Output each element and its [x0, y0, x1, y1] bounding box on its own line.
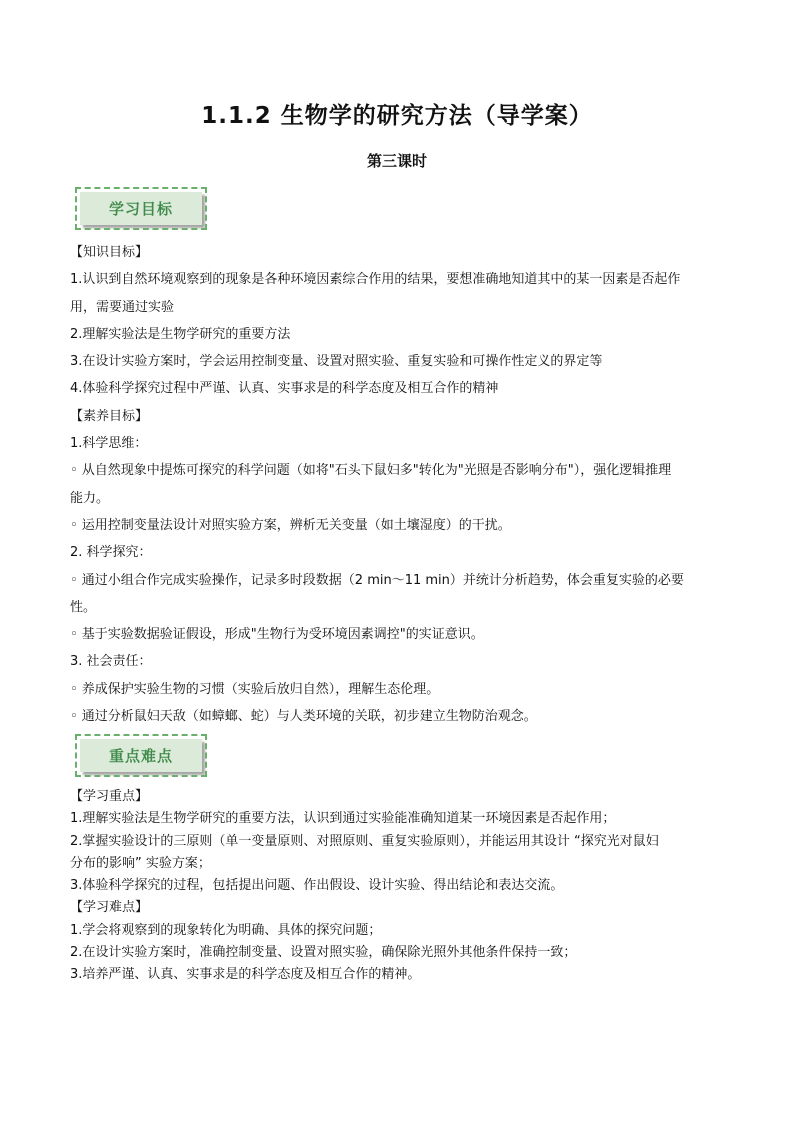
text-line: 3. 社会责任： — [70, 654, 152, 670]
section-badge-learning-goals — [80, 192, 202, 225]
text-line: 能力。 — [70, 490, 110, 506]
key-points-section — [70, 786, 730, 987]
section-badge-label: 重点难点 — [108, 747, 173, 765]
text-line: 3.体验科学探究的过程，包括提出问题、作出假设、设计实验、得出结论和表达交流。 — [70, 878, 564, 894]
text-line: 2. 科学探究： — [70, 545, 152, 561]
text-line: 【素养目标】 — [70, 408, 149, 424]
text-line: 【学习难点】 — [70, 900, 149, 916]
text-line: 2.理解实验法是生物学研究的重要方法 — [70, 326, 291, 342]
text-line: 2.在设计实验方案时，准确控制变量、设置对照实验，确保除光照外其他条件保持一致； — [70, 945, 577, 961]
text-line: 1.认识到自然环境观察到的现象是各种环境因素综合作用的结果，要想准确地知道其中的某一因素是否起作 — [70, 272, 681, 288]
text-line: 3.培养严谨、认真、实事求是的科学态度及相互合作的精神。 — [70, 967, 421, 983]
text-line: 性。 — [70, 599, 97, 615]
text-line: ◦ 从自然现象中提炼可探究的科学问题（如将"石头下鼠妇多"转化为"光照是否影响分布"），强化逻辑推理 — [70, 463, 672, 479]
text-line: 分布的影响” 实验方案； — [70, 855, 211, 871]
text-line: 【知识目标】 — [70, 245, 149, 260]
text-line: ◦ 通过分析鼠妇天敌（如蟑螂、蛇）与人类环境的关联，初步建立生物防治观念。 — [70, 709, 537, 725]
text-line: 4.体验科学探究过程中严谨、认真、实事求是的科学态度及相互合作的精神 — [70, 381, 499, 397]
page-subtitle: 第三课时 — [366, 152, 427, 170]
learning-goals-section — [70, 239, 730, 730]
text-line: 1.学会将观察到的现象转化为明确、具体的探究问题； — [70, 922, 382, 938]
text-line: ◦ 养成保护实验生物的习惯（实验后放归自然），理解生态伦理。 — [70, 681, 440, 697]
section-badge-key-points — [80, 739, 202, 772]
text-line: 【学习重点】 — [70, 789, 149, 804]
text-line: 2.掌握实验设计的三原则（单一变量原则、对照原则、重复实验原则），并能运用其设计 “探究光对鼠妇 — [70, 833, 659, 849]
text-line: 1.理解实验法是生物学研究的重要方法，认识到通过实验能准确知道某一环境因素是否起作用； — [70, 811, 616, 827]
section-badge-label: 学习目标 — [108, 200, 173, 218]
text-line: ◦ 基于实验数据验证假设，形成"生物行为受环境因素调控"的实证意识。 — [70, 627, 484, 643]
text-line: 3.在设计实验方案时，学会运用控制变量、设置对照实验、重复实验和可操作性定义的界定等 — [70, 354, 603, 370]
text-line: 1.科学思维： — [70, 436, 148, 452]
text-line: ◦ 运用控制变量法设计对照实验方案，辨析无关变量（如土壤湿度）的干扰。 — [70, 517, 511, 533]
text-line: ◦ 通过小组合作完成实验操作，记录多时段数据（2 min～11 min）并统计分析趋势，体会重复实验的必要 — [70, 572, 684, 588]
page-title: 1.1.2 生物学的研究方法（导学案） — [201, 103, 593, 129]
text-line: 用，需要通过实验 — [70, 299, 175, 315]
